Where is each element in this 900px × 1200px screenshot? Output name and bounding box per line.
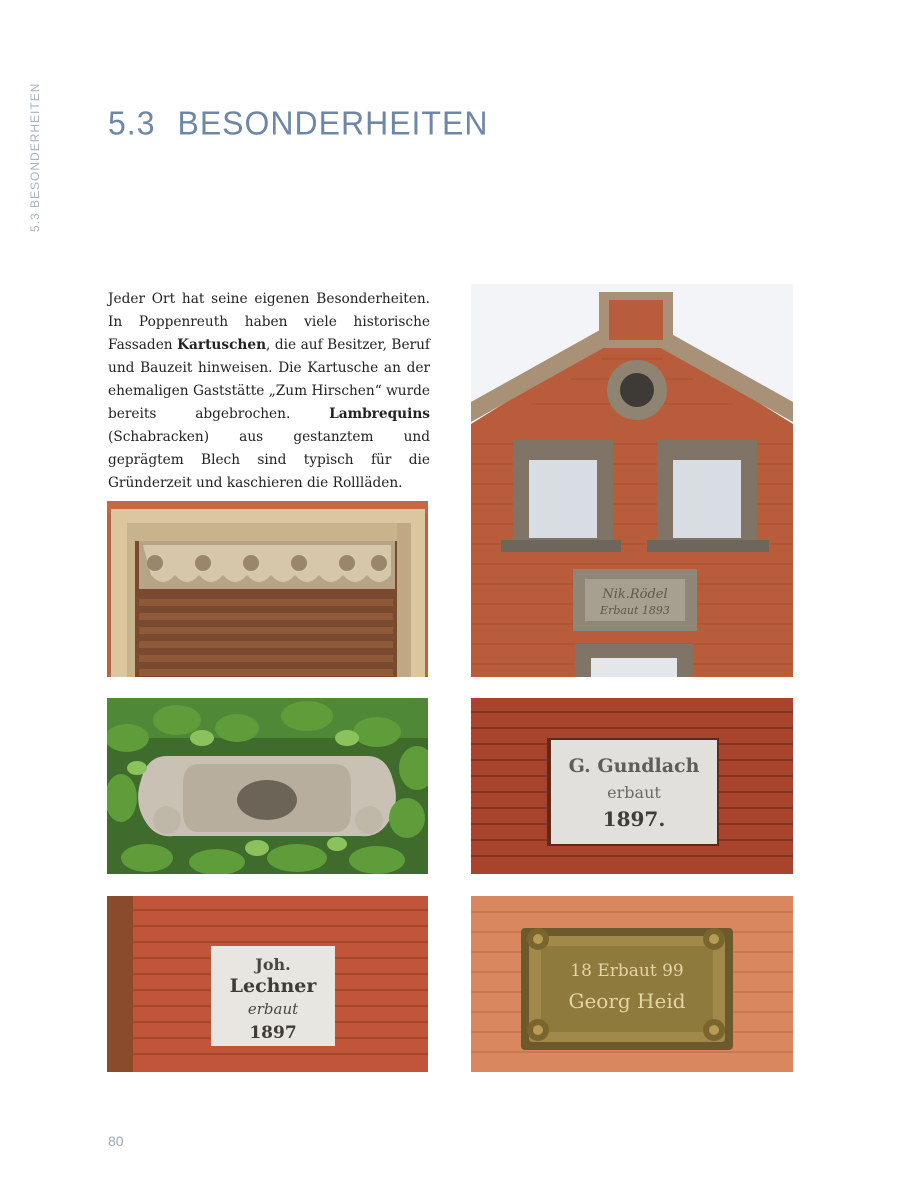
plaque-lechner-line2: Lechner	[229, 975, 317, 997]
section-heading: BESONDERHEITEN	[177, 104, 489, 142]
photo-plaque-lechner	[107, 896, 428, 1072]
plaque-gundlach-line1: G. Gundlach	[568, 755, 700, 777]
plaque-roedel-line2: Erbaut 1893	[600, 604, 670, 617]
plaque-lechner-line3: erbaut	[247, 1000, 299, 1018]
plaque-heid-line1: 18 Erbaut 99	[570, 961, 684, 981]
plaque-gundlach-line3: 1897.	[602, 807, 666, 831]
plaque-lechner-line4: 1897	[249, 1023, 297, 1043]
photo-plaque-heid	[471, 896, 793, 1072]
photo-plaque-gundlach	[471, 698, 793, 874]
section-number: 5.3	[108, 104, 156, 142]
plaque-roedel-line1: Nik.Rödel	[602, 587, 668, 602]
plaque-lechner-line1: Joh.	[255, 955, 291, 974]
plaque-heid-line2: Georg Heid	[568, 989, 686, 1013]
section-title	[108, 104, 488, 143]
running-head-text: 5.3 BESONDERHEITEN	[28, 82, 42, 232]
page-number: 80	[108, 1133, 124, 1149]
paragraph-text: Jeder Ort hat seine eigenen Besonderheiten. In Poppenreuth haben viele historische Fassaden	[108, 291, 430, 353]
intro-paragraph	[108, 288, 430, 495]
photo-gable-roedel	[471, 284, 793, 677]
photo-lambrequin	[107, 501, 428, 677]
plaque-gundlach-line2: erbaut	[607, 783, 661, 802]
paragraph-text: , die auf Besitzer, Beruf und Bauzeit hinweisen. Die Kartusche an der ehemaligen Gaststätte „Zum Hirschen“ wurde bereits abgebrochen.	[108, 337, 431, 422]
term-kartuschen: Kartuschen	[177, 337, 267, 353]
term-lambrequins: Lambrequins	[329, 406, 430, 422]
paragraph-text: (Schabracken) aus gestanztem und geprägtem Blech sind typisch für die Gründerzeit und kaschieren die Rollläden.	[108, 429, 430, 491]
photo-cartouche-ivy	[107, 698, 428, 874]
running-head	[28, 82, 44, 232]
